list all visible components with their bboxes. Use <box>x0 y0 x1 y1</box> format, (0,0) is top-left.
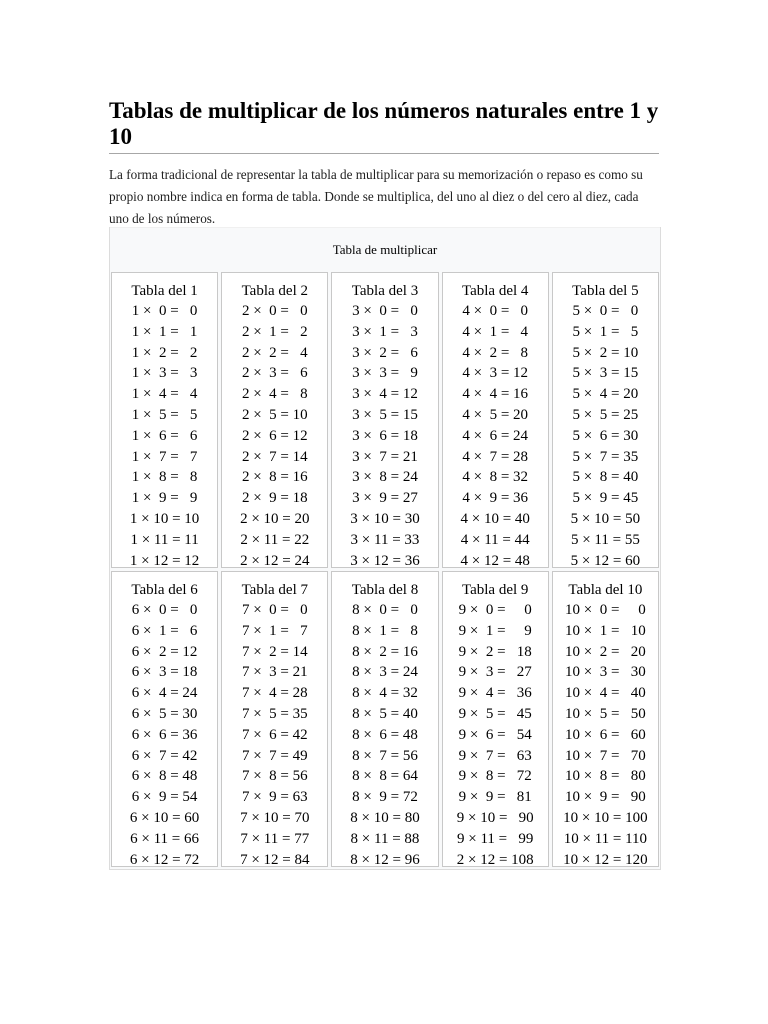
table-row: 9 × 2 = 18 <box>458 643 532 660</box>
table-row: 5 × 9 = 45 <box>572 490 639 507</box>
table-row: 4 × 1 = 4 <box>462 323 529 340</box>
table-cell <box>552 272 659 568</box>
table-row: 3 × 11 = 33 <box>350 531 420 548</box>
table-row: 7 × 11 = 77 <box>240 830 310 847</box>
table-row: 6 × 1 = 6 <box>131 622 198 639</box>
table-row: 2 × 10 = 20 <box>240 510 310 527</box>
table-row: 10 × 4 = 40 <box>565 685 646 702</box>
table-row: 5 × 4 = 20 <box>572 386 639 403</box>
table-caption: Tabla de multiplicar <box>110 227 660 272</box>
table-cell <box>552 571 659 867</box>
table-row: 10 × 11 = 110 <box>563 830 648 847</box>
table-row: 6 × 5 = 30 <box>131 705 198 722</box>
table-row: 1 × 8 = 8 <box>131 469 198 486</box>
table-row: 4 × 10 = 40 <box>460 510 530 527</box>
table-row: 2 × 5 = 10 <box>241 406 308 423</box>
table-row: 8 × 2 = 16 <box>352 643 418 660</box>
table-row: 6 × 9 = 54 <box>131 789 198 806</box>
table-row: 5 × 8 = 40 <box>572 469 639 486</box>
table-row: 2 × 12 = 24 <box>240 552 310 569</box>
table-row: 10 × 1 = 10 <box>565 622 646 639</box>
table-row: 10 × 9 = 90 <box>565 789 646 806</box>
table-row: 8 × 3 = 24 <box>352 664 418 681</box>
table-row: 3 × 2 = 6 <box>352 344 418 361</box>
table-row: 6 × 0 = 0 <box>131 602 198 618</box>
table-row: 1 × 1 = 1 <box>131 323 198 340</box>
table-row: 7 × 6 = 42 <box>241 726 308 743</box>
intro-paragraph: La forma tradicional de representar la tabla de multiplicar para su memorización o repaso es como su propio nombre indica en forma de tabla. Donde se multiplica, del uno al diez o del cero al diez, cada uno de los números. <box>109 167 643 226</box>
table-row: 2 × 1 = 2 <box>241 323 308 340</box>
table-title: Tabla del 7 <box>241 582 308 598</box>
table-row: 5 × 2 = 10 <box>572 344 639 361</box>
table-row: 9 × 8 = 72 <box>458 768 532 785</box>
table-row: 10 × 10 = 100 <box>563 809 648 826</box>
table-row: 4 × 2 = 8 <box>462 344 529 361</box>
table-title: Tabla del 5 <box>572 283 639 299</box>
table-row: 8 × 0 = 0 <box>352 602 418 618</box>
table-row: 6 × 10 = 60 <box>129 809 200 826</box>
table-row: 7 × 4 = 28 <box>241 685 308 702</box>
table-cell <box>331 571 438 867</box>
table-row: 2 × 2 = 4 <box>241 344 308 361</box>
table-row: 7 × 10 = 70 <box>240 809 310 826</box>
table-row: 9 × 0 = 0 <box>458 602 532 618</box>
table-row: 5 × 1 = 5 <box>572 323 639 340</box>
table-row: 9 × 4 = 36 <box>458 685 532 702</box>
table-row: 4 × 4 = 16 <box>462 386 529 403</box>
table-cell <box>221 571 328 867</box>
table-row: 9 × 5 = 45 <box>458 705 532 722</box>
table-cell <box>111 272 218 568</box>
table-title: Tabla del 2 <box>241 283 308 299</box>
table-row: 2 × 12 = 108 <box>456 851 534 868</box>
table-cell <box>442 272 549 568</box>
table-title: Tabla del 4 <box>461 283 529 299</box>
table-row: 8 × 5 = 40 <box>352 705 418 722</box>
table-row: 4 × 7 = 28 <box>462 448 529 465</box>
table-row: 1 × 2 = 2 <box>131 344 198 361</box>
table-row: 7 × 12 = 84 <box>240 851 310 868</box>
table-row: 10 × 6 = 60 <box>565 726 646 743</box>
table-row: 1 × 4 = 4 <box>131 386 198 403</box>
table-row: 8 × 6 = 48 <box>352 726 418 743</box>
table-row: 7 × 5 = 35 <box>241 705 308 722</box>
table-row: 4 × 5 = 20 <box>462 406 529 423</box>
table-row: 3 × 5 = 15 <box>352 406 418 423</box>
table-grid <box>110 272 660 869</box>
table-row: 10 × 0 = 0 <box>565 602 646 618</box>
table-row: 2 × 6 = 12 <box>241 427 308 444</box>
table-row: 7 × 7 = 49 <box>241 747 308 764</box>
table-row: 10 × 5 = 50 <box>565 705 646 722</box>
table-row: 8 × 1 = 8 <box>352 622 418 639</box>
table-row: 6 × 6 = 36 <box>131 726 198 743</box>
table-row: 1 × 7 = 7 <box>131 448 198 465</box>
table-row: 10 × 2 = 20 <box>565 643 646 660</box>
table-row: 3 × 6 = 18 <box>352 427 418 444</box>
table-row: 1 × 11 = 11 <box>130 531 199 548</box>
table-row: 5 × 0 = 0 <box>572 303 639 319</box>
table-row: 4 × 9 = 36 <box>462 490 529 507</box>
page-title: Tablas de multiplicar de los números naturales entre 1 y 10 <box>109 98 659 154</box>
table-row: 2 × 8 = 16 <box>241 469 308 486</box>
table-row: 10 × 12 = 120 <box>563 851 648 868</box>
table-row: 8 × 4 = 32 <box>352 685 418 702</box>
table-row: 9 × 3 = 27 <box>458 664 532 681</box>
table-row: 7 × 8 = 56 <box>241 768 308 785</box>
table-row: 5 × 6 = 30 <box>572 427 639 444</box>
table-row: 9 × 10 = 90 <box>456 809 534 826</box>
table-row: 7 × 9 = 63 <box>241 789 308 806</box>
table-row: 3 × 12 = 36 <box>350 552 420 569</box>
table-row: 4 × 12 = 48 <box>460 552 530 569</box>
table-row: 1 × 5 = 5 <box>131 406 198 423</box>
table-title: Tabla del 1 <box>131 283 198 299</box>
table-row: 5 × 10 = 50 <box>570 510 641 527</box>
table-row: 9 × 1 = 9 <box>458 622 532 639</box>
table-cell <box>221 272 328 568</box>
table-row: 8 × 11 = 88 <box>350 830 420 847</box>
table-cell <box>111 571 218 867</box>
table-title: Tabla del 8 <box>351 582 419 598</box>
table-row: 10 × 3 = 30 <box>565 664 646 681</box>
table-row: 3 × 0 = 0 <box>352 303 418 319</box>
table-row: 1 × 9 = 9 <box>131 490 198 507</box>
table-row: 3 × 3 = 9 <box>352 365 418 382</box>
table-row: 6 × 11 = 66 <box>130 830 200 847</box>
table-title: Tabla del 3 <box>351 283 419 299</box>
table-row: 9 × 6 = 54 <box>458 726 532 743</box>
table-row: 3 × 1 = 3 <box>352 323 418 340</box>
table-row: 2 × 9 = 18 <box>241 490 308 507</box>
table-row: 1 × 6 = 6 <box>131 427 198 444</box>
table-row: 10 × 8 = 80 <box>565 768 646 785</box>
table-title: Tabla del 9 <box>461 582 529 598</box>
table-row: 5 × 3 = 15 <box>572 365 639 382</box>
table-row: 8 × 12 = 96 <box>350 851 420 868</box>
table-row: 8 × 8 = 64 <box>352 768 418 785</box>
table-row: 9 × 11 = 99 <box>457 830 534 847</box>
table-row: 2 × 7 = 14 <box>241 448 308 465</box>
table-row: 6 × 7 = 42 <box>131 747 198 764</box>
table-row: 2 × 11 = 22 <box>240 531 310 548</box>
table-row: 6 × 2 = 12 <box>131 643 198 660</box>
table-row: 8 × 9 = 72 <box>352 789 418 806</box>
table-row: 1 × 10 = 10 <box>129 510 200 527</box>
table-row: 7 × 1 = 7 <box>241 622 308 639</box>
table-row: 4 × 8 = 32 <box>462 469 529 486</box>
table-row: 2 × 4 = 8 <box>241 386 308 403</box>
table-row: 3 × 8 = 24 <box>352 469 418 486</box>
table-row: 1 × 0 = 0 <box>131 303 198 319</box>
table-row: 3 × 7 = 21 <box>352 448 418 465</box>
table-row: 4 × 3 = 12 <box>462 365 529 382</box>
table-title: Tabla del 6 <box>131 582 198 598</box>
table-row: 3 × 4 = 12 <box>352 386 418 403</box>
table-row: 6 × 8 = 48 <box>131 768 198 785</box>
table-row: 5 × 12 = 60 <box>570 552 641 569</box>
multiplication-table <box>109 227 661 870</box>
table-row: 5 × 5 = 25 <box>572 406 639 423</box>
table-row: 4 × 6 = 24 <box>462 427 529 444</box>
table-row: 8 × 7 = 56 <box>352 747 418 764</box>
table-row: 8 × 10 = 80 <box>350 809 420 826</box>
table-row: 6 × 3 = 18 <box>131 664 198 681</box>
table-row: 6 × 12 = 72 <box>129 851 200 868</box>
table-cell <box>331 272 438 568</box>
table-row: 4 × 0 = 0 <box>462 303 529 319</box>
table-title: Tabla del 10 <box>568 582 643 598</box>
document <box>109 98 659 868</box>
table-row: 1 × 12 = 12 <box>129 552 200 569</box>
table-row: 9 × 9 = 81 <box>458 789 532 806</box>
table-row: 5 × 7 = 35 <box>572 448 639 465</box>
table-row: 6 × 4 = 24 <box>131 685 198 702</box>
table-row: 5 × 11 = 55 <box>570 531 640 548</box>
table-row: 7 × 3 = 21 <box>241 664 308 681</box>
table-row: 3 × 9 = 27 <box>352 490 418 507</box>
table-cell <box>442 571 549 867</box>
table-row: 4 × 11 = 44 <box>460 531 530 548</box>
table-row: 3 × 10 = 30 <box>350 510 420 527</box>
table-row: 2 × 0 = 0 <box>241 303 308 319</box>
table-row: 1 × 3 = 3 <box>131 365 198 382</box>
table-row: 10 × 7 = 70 <box>565 747 646 764</box>
table-row: 7 × 0 = 0 <box>241 602 308 618</box>
table-row: 7 × 2 = 14 <box>241 643 308 660</box>
table-row: 2 × 3 = 6 <box>241 365 308 382</box>
table-row: 9 × 7 = 63 <box>458 747 532 764</box>
